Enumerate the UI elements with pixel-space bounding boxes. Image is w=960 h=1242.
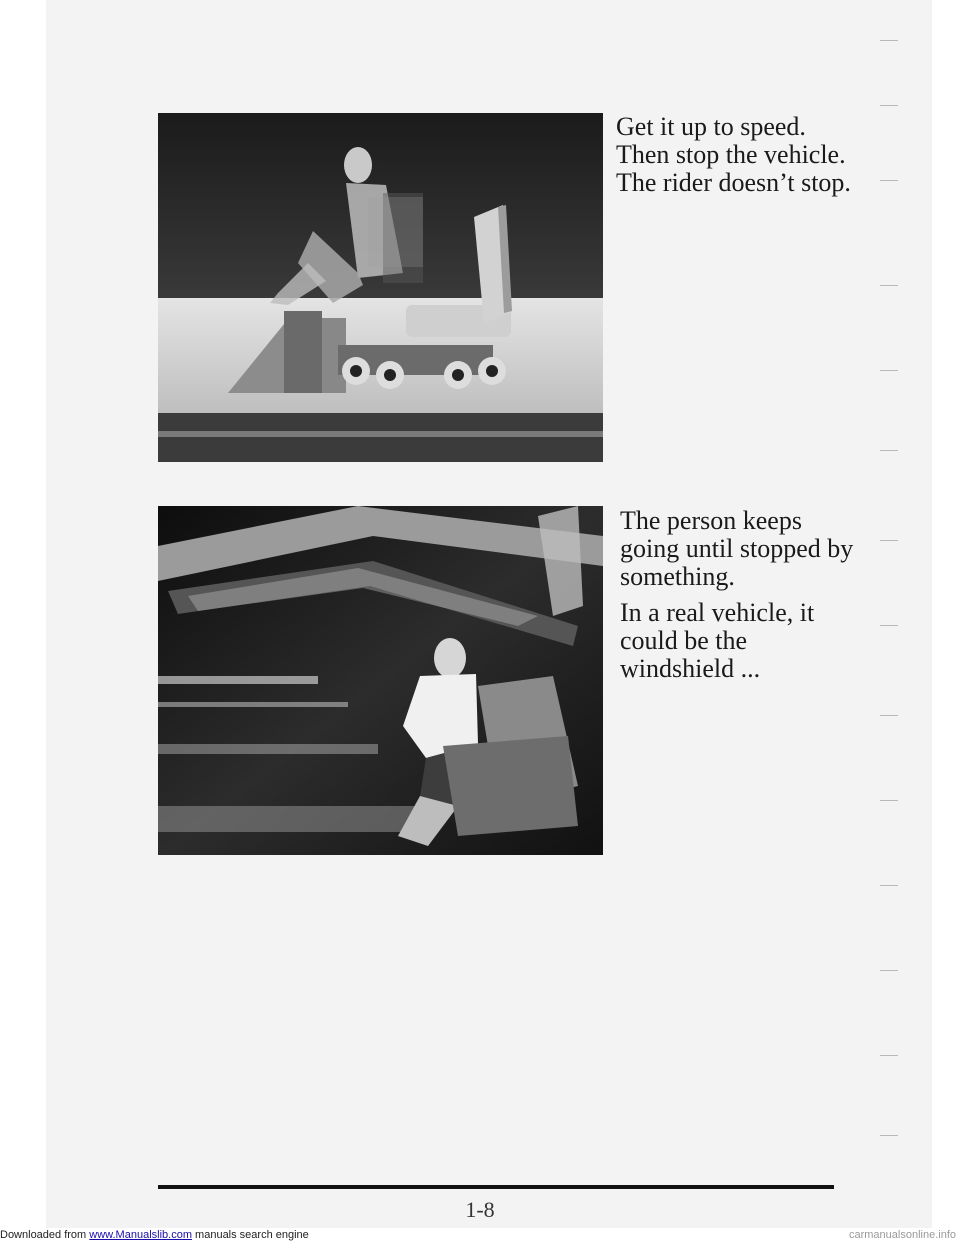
caption-line: windshield ... bbox=[620, 654, 761, 683]
edge-scan-marks bbox=[880, 40, 910, 1160]
caption-line: going until stopped by bbox=[620, 534, 854, 563]
scan-mark bbox=[880, 370, 898, 371]
download-banner bbox=[0, 1228, 960, 1242]
caption-line: Get it up to speed. bbox=[616, 112, 806, 141]
caption-line: could be the bbox=[620, 626, 748, 655]
scan-mark bbox=[880, 1055, 898, 1056]
occupant-toward-windshield-photo bbox=[158, 506, 603, 855]
scan-mark bbox=[880, 715, 898, 716]
caption-line: Then stop the vehicle. bbox=[616, 140, 846, 169]
site-watermark: carmanualsonline.info bbox=[848, 1229, 956, 1241]
top-figure-caption bbox=[616, 113, 906, 197]
banner-prefix: Downloaded from bbox=[0, 1229, 87, 1241]
page-number: 1-8 bbox=[465, 1197, 495, 1222]
scan-mark bbox=[880, 40, 898, 41]
manualslib-link[interactable]: www.Manualslib.com bbox=[89, 1229, 192, 1241]
caption-paragraph bbox=[620, 507, 880, 591]
scan-mark bbox=[880, 180, 898, 181]
banner-suffix: manuals search engine bbox=[195, 1229, 309, 1241]
caption-line: The rider doesn’t stop. bbox=[616, 168, 851, 197]
caption-line: In a real vehicle, it bbox=[620, 598, 815, 627]
bottom-figure-caption bbox=[620, 507, 880, 683]
caption-line: The person keeps bbox=[620, 506, 802, 535]
rider-on-test-vehicle-photo bbox=[158, 113, 603, 462]
scan-mark bbox=[880, 1135, 898, 1136]
scan-mark bbox=[880, 970, 898, 971]
footer-rule bbox=[158, 1185, 834, 1189]
caption-line: something. bbox=[620, 562, 735, 591]
scan-mark bbox=[880, 625, 898, 626]
scan-mark bbox=[880, 540, 898, 541]
scan-mark bbox=[880, 885, 898, 886]
scan-mark bbox=[880, 450, 898, 451]
scan-mark bbox=[880, 285, 898, 286]
scan-mark bbox=[880, 105, 898, 106]
scan-mark bbox=[880, 800, 898, 801]
caption-paragraph bbox=[620, 599, 880, 683]
